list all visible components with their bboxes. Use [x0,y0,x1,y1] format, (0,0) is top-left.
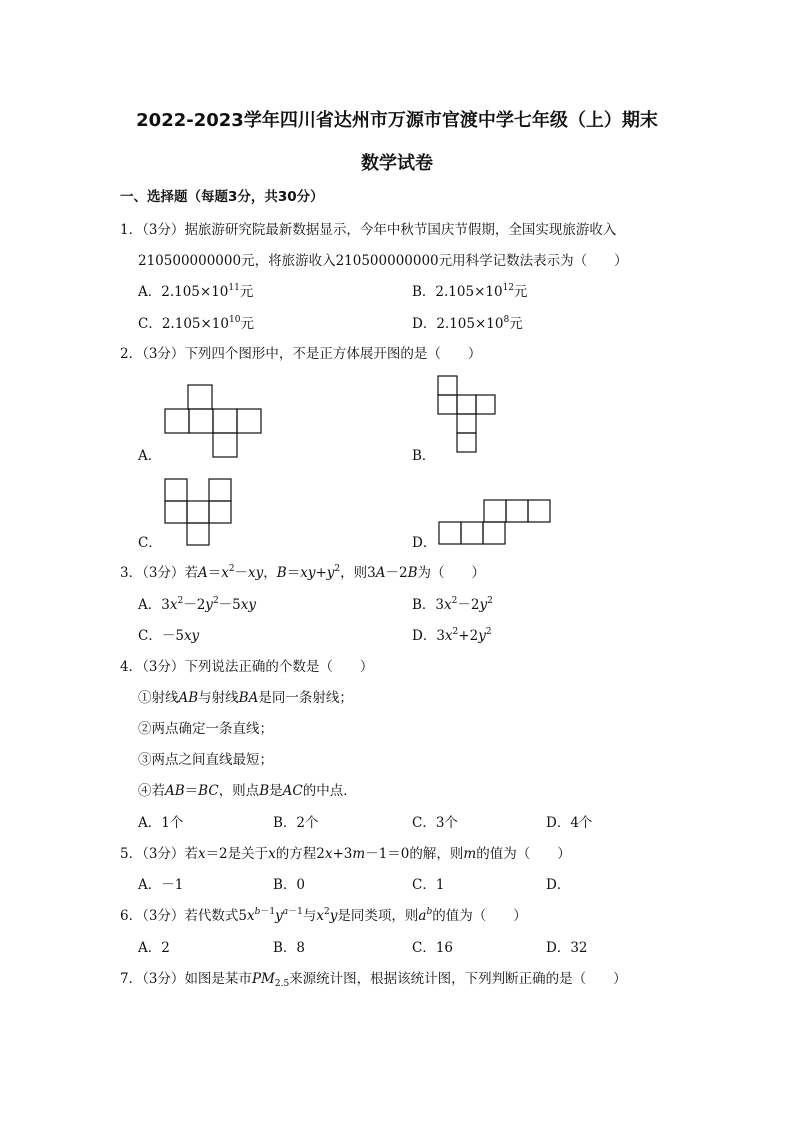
question-4-option-a: A．1个 [138,815,184,831]
question-5-option-b: B．0 [273,877,306,893]
question-3-option-a: A．$3x^2-2y^2-5xy$ [138,596,257,613]
question-4-option-d: D．4个 [546,815,593,831]
question-3-option-b: B．$3x^2-2y^2$ [412,596,493,613]
question-4-option-c: C．3个 [412,815,458,831]
cube-net-a [164,384,262,458]
question-2-option-d: D． [412,535,437,551]
question-4-statement-2: ②两点确定一条直线； [138,721,273,737]
question-1-option-b: B．$2.105\times 10^{12}$元 [412,283,528,300]
cube-net-b [437,375,497,455]
question-6-option-c: C．16 [412,940,454,956]
question-1-option-d: D．$2.105\times 10^8$元 [412,315,523,332]
question-3-stem: 3．（3分）若$A=x^2-xy$，$B=xy+y^2$，则3A－2B为（ ） [120,564,486,581]
question-2-stem: 2．（3分）下列四个图形中，不是正方体展开图的是（ ） [120,346,482,362]
question-1-stem: 1．（3分）据旅游研究院最新数据显示，今年中秋节国庆节假期，全国实现旅游收入 [120,222,617,238]
question-4-stem: 4．（3分）下列说法正确的个数是（ ） [120,659,374,675]
question-5-option-c: C．1 [412,877,445,893]
question-4-option-b: B．2个 [273,815,319,831]
question-5-stem: 5．（3分）若x＝2是关于x的方程2x+3m－1＝0的解，则m的值为（ ） [120,846,571,862]
question-3-option-c: C．－5xy [138,628,200,644]
cube-net-d [438,499,552,547]
question-2-option-b: B． [412,448,436,464]
question-3-option-d: D．$3x^2+2y^2$ [412,627,492,644]
question-5-option-a: A．－1 [138,877,184,893]
question-1-option-a: A．$2.105\times 10^{11}$元 [138,283,254,300]
question-4-statement-3: ③两点之间直线最短； [138,752,273,768]
section-heading: 一、选择题（每题3分，共30分） [120,189,324,205]
question-4-statement-1: ①射线AB与射线BA是同一条射线； [138,690,353,706]
cube-net-c [164,478,234,546]
question-2-option-a: A． [138,448,162,464]
page-title-line2: 数学试卷 [361,153,433,174]
question-2-option-c: C． [138,535,162,551]
question-6-stem: 6．（3分）若代数式$5x^{b-1}y^{a-1}$与$x^2y$是同类项，则$a^b$的值为（ ） [120,907,527,924]
question-6-option-b: B．8 [273,940,306,956]
question-1-option-c: C．$2.105\times 10^{10}$元 [138,315,254,332]
question-4-statement-4: ④若AB＝BC，则点B是AC的中点． [138,783,357,799]
question-7-stem: 7．（3分）如图是某市$PM_{2.5}$来源统计图，根据该统计图，下列判断正确的是（ ） [120,971,627,989]
question-6-option-a: A．2 [138,940,170,956]
question-6-option-d: D．32 [546,940,588,956]
page-title: 2022-2023学年四川省达州市万源市官渡中学七年级（上）期末 [136,110,658,131]
question-1-stem-cont: 210500000000元，将旅游收入210500000000元用科学记数法表示为（ ） [138,253,628,269]
question-5-option-d: D． [546,877,571,893]
